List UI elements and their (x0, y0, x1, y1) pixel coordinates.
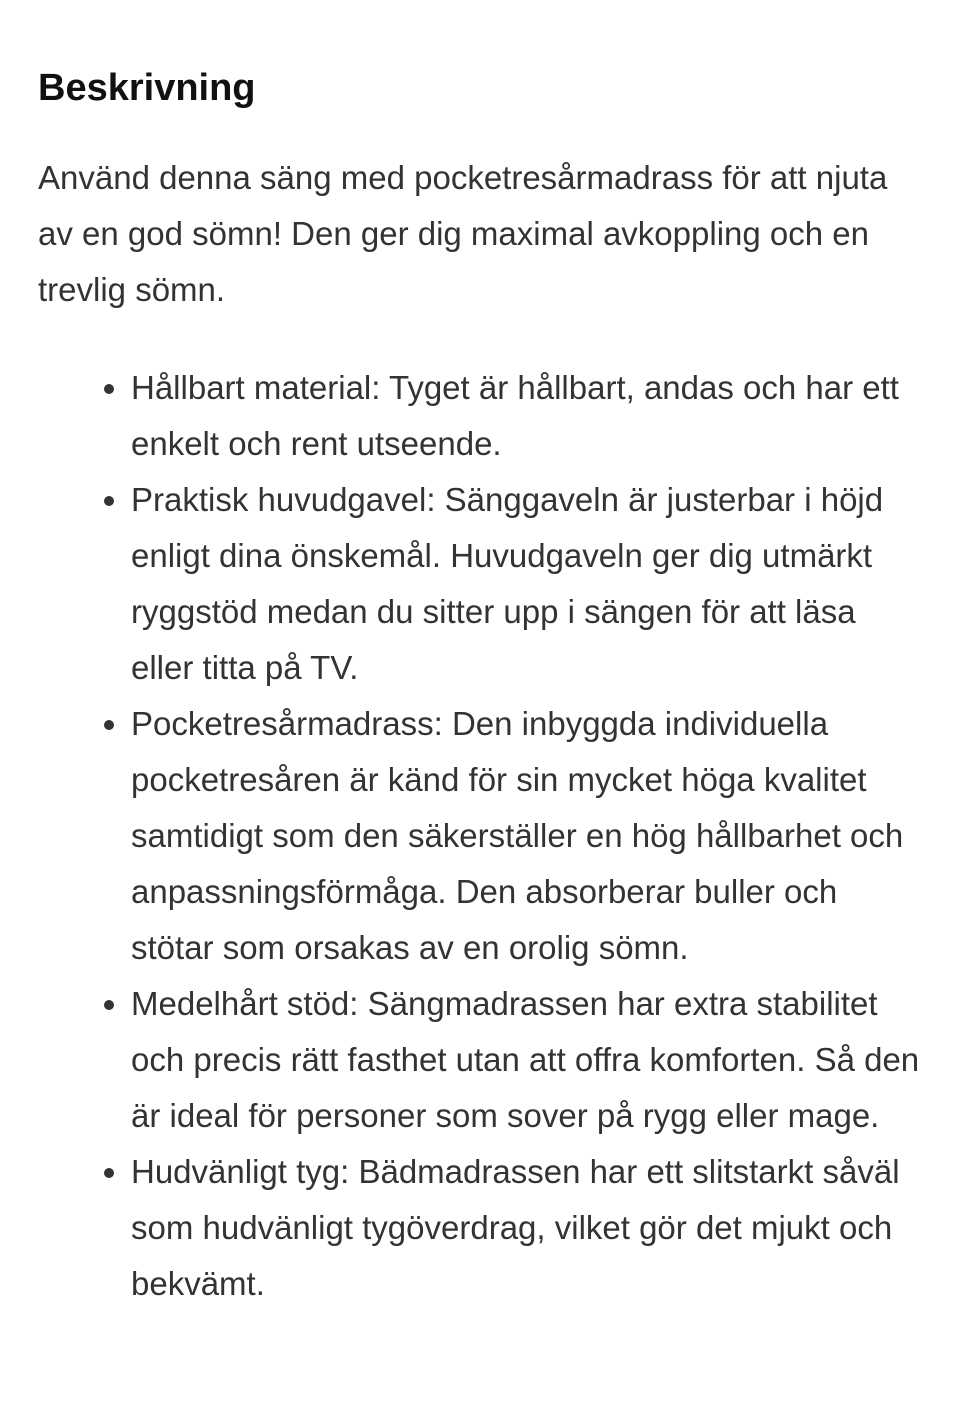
feature-item (131, 1144, 920, 1312)
bullet-icon (104, 1168, 114, 1178)
feature-text: Praktisk huvudgavel: Sänggaveln är justerbar i höjd enligt dina önskemål. Huvudgaveln ger dig utmärkt ryggstöd medan du sitter upp i sängen för att läsa eller titta på TV. (131, 481, 884, 686)
feature-list (38, 360, 920, 1312)
bullet-icon (104, 496, 114, 506)
bullet-icon (104, 1000, 114, 1010)
feature-text: Hållbart material: Tyget är hållbart, andas och har ett enkelt och rent utseende. (131, 369, 899, 462)
feature-item (131, 472, 920, 696)
feature-item (131, 360, 920, 472)
feature-item (131, 696, 920, 976)
feature-item (131, 976, 920, 1144)
feature-text: Pocketresårmadrass: Den inbyggda individuella pocketresåren är känd för sin mycket höga kvalitet samtidigt som den säkerställer en hög hållbarhet och anpassningsförmåga. Den absorberar buller och stötar som orsakas av en orolig sömn. (131, 705, 904, 966)
section-title: Beskrivning (38, 67, 256, 109)
feature-text: Hudvänligt tyg: Bädmadrassen har ett slitstarkt såväl som hudvänligt tygöverdrag, vilket gör det mjukt och bekvämt. (131, 1153, 900, 1302)
intro-paragraph: Använd denna säng med pocketresårmadrass för att njuta av en god sömn! Den ger dig maximal avkoppling och en trevlig sömn. (38, 159, 888, 308)
feature-text: Medelhårt stöd: Sängmadrassen har extra stabilitet och precis rätt fasthet utan att offra komforten. Så den är ideal för personer som sover på rygg eller mage. (131, 985, 920, 1134)
bullet-icon (104, 720, 114, 730)
bullet-icon (104, 384, 114, 394)
